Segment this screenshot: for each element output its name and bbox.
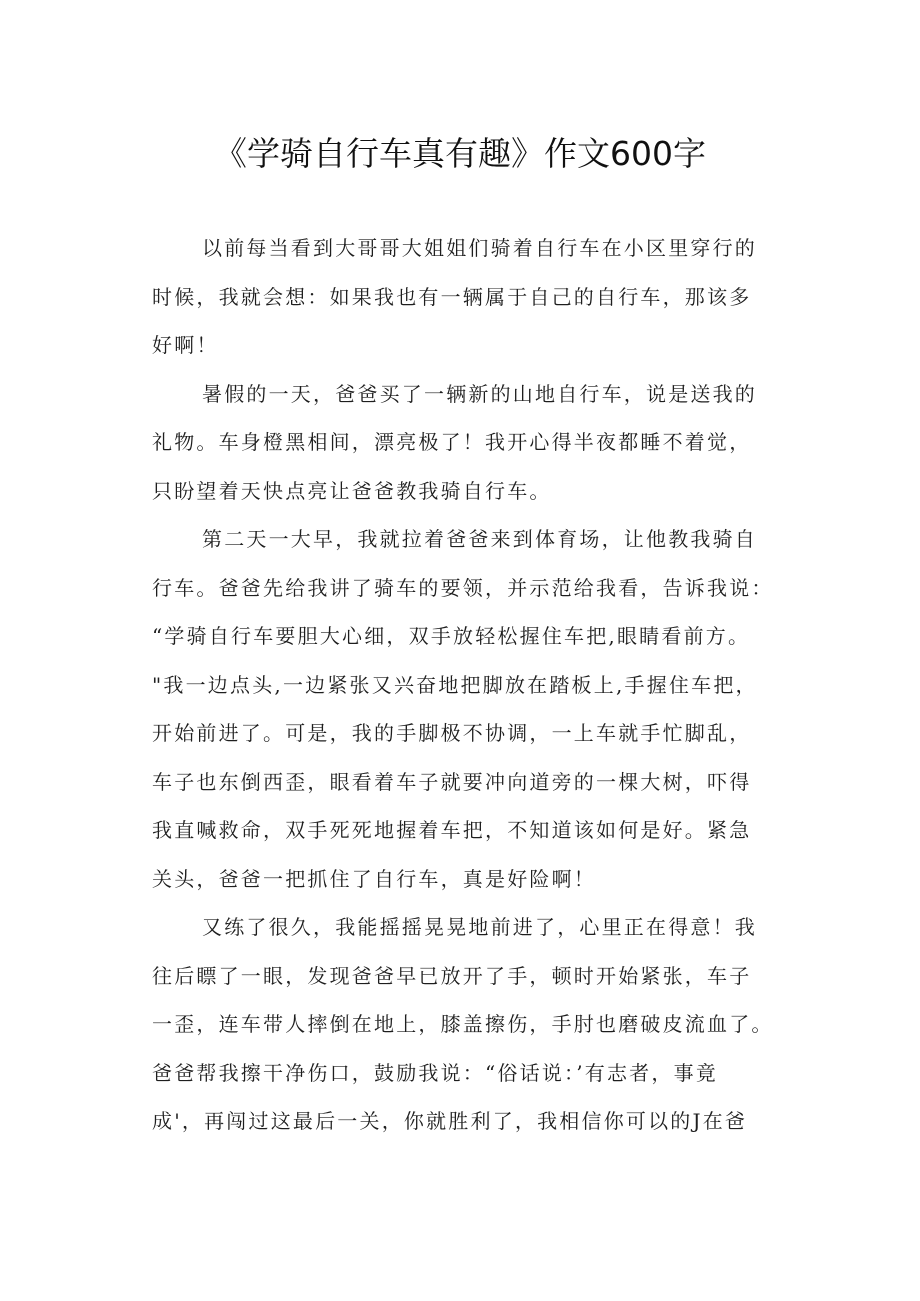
text-line: "我一边点头,一边紧张又兴奋地把脚放在踏板上,手握住车把， <box>152 672 758 697</box>
text-line: 好啊！ <box>152 333 219 357</box>
text-line: 成'，再闯过这最后一关，你就胜利了，我相信你可以的J在爸 <box>152 1109 748 1133</box>
text-line: 我直喊救命，双手死死地握着车把，不知道该如何是好。紧急 <box>152 818 752 842</box>
text-line: 礼物。车身橙黑相间，漂亮极了！我开心得半夜都睡不着觉， <box>152 430 752 454</box>
document-title: 《学骑自行车真有趣》作文600字 <box>214 134 706 173</box>
text-line: 行车。爸爸先给我讲了骑车的要领，并示范给我看，告诉我说： <box>152 575 774 600</box>
text-line: 关头，爸爸一把抓住了自行车，真是好险啊！ <box>152 866 596 891</box>
text-line: “学骑自行车要胆大心细，双手放轻松握住车把,眼睛看前方。 <box>152 624 751 648</box>
text-line: 开始前进了。可是，我的手脚极不协调，一上车就手忙脚乱， <box>152 721 752 745</box>
text-line: 只盼望着天快点亮让爸爸教我骑自行车。 <box>152 478 552 503</box>
text-line: 爸爸帮我擦干净伤口，鼓励我说：“俗话说：’有志者，事竟 <box>152 1060 718 1085</box>
essay-body <box>152 228 792 1150</box>
text-line: 往后瞟了一眼，发现爸爸早已放开了手，顿时开始紧张，车子 <box>152 963 752 988</box>
text-line: 以前每当看到大哥哥大姐姐们骑着自行车在小区里穿行的 <box>202 236 757 260</box>
text-line: 车子也东倒西歪，眼看着车子就要冲向道旁的一棵大树，吓得 <box>152 769 752 794</box>
text-line: 时候，我就会想：如果我也有一辆属于自己的自行车，那该多 <box>152 284 752 309</box>
text-line: 暑假的一天，爸爸买了一辆新的山地自行车，说是送我的 <box>202 381 757 406</box>
text-line: 一歪，连车带人摔倒在地上，膝盖擦伤，手肘也磨破皮流血了。 <box>152 1012 774 1036</box>
text-line: 第二天一大早，我就拉着爸爸来到体育场，让他教我骑自 <box>202 527 757 551</box>
text-line: 又练了很久，我能摇摇晃晃地前进了，心里正在得意！我 <box>202 915 757 939</box>
